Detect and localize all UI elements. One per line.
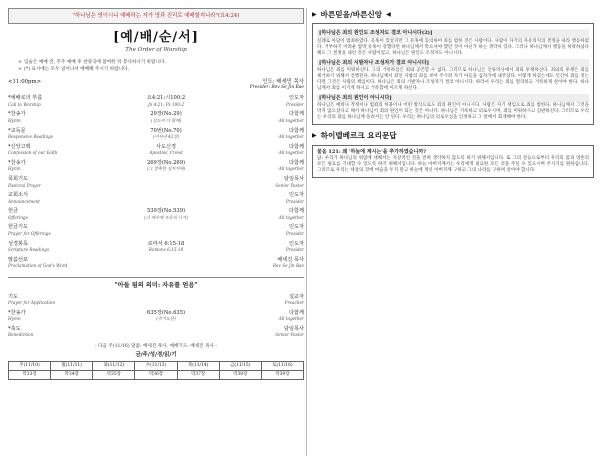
title-box: [8, 30, 304, 54]
order-item-c3: [242, 257, 304, 269]
notes: [8, 60, 304, 72]
order-item-c3-en: All together: [278, 117, 304, 123]
top-quote: "하나님은 영이시니 예배하는 자가 영과 진리로 예배할지니라"(요4:24): [8, 8, 304, 24]
order-item: [8, 176, 304, 188]
order-item: [8, 310, 304, 322]
order-item-c2-ko: 539장(No.539): [146, 208, 186, 215]
order-item-c1-en: Prayer for Offerings: [8, 230, 51, 236]
order-item-c3-en: All together: [278, 166, 304, 172]
order-item-c1: [8, 111, 90, 123]
order-item-c1-ko: *축도: [8, 325, 21, 332]
order-item-c2: [90, 294, 242, 306]
catechism-question: 물음 121: 왜 '하늘에 계시는'을 추가하였습니까?: [317, 148, 427, 155]
order-item-c3-en: All together: [278, 214, 304, 220]
reading-day-cell: 화(11/12): [93, 362, 135, 371]
reading-day-cell: 주(11/10): [9, 362, 51, 371]
order-item: [8, 257, 304, 269]
order-item-c1-ko: 헌금: [8, 208, 19, 215]
order-item-c1-ko: 목회기도: [8, 176, 29, 183]
order-item-c1-en: Hymn: [8, 117, 21, 123]
order-item-c1: [8, 294, 90, 306]
box-heading-1: [하나님은 죄의 원인도 조성자도 결코 아니시다(2)]: [317, 29, 589, 37]
time: <11:00pm>: [8, 78, 42, 85]
order-item-c2: [90, 208, 242, 220]
order-item-c3-en: Presider: [286, 247, 304, 253]
order-item-c2-ko: 요4:21;시100:2: [146, 95, 186, 102]
order-item-c1: [8, 208, 90, 220]
order-item-c2-en: (이사야 42장): [152, 134, 180, 140]
order-item-c2-ko: 29장(No.29): [150, 111, 182, 118]
catechism-answer: 답: 우리가 하나님의 위엄에 대해서는 지상적인 것을 전혀 생각하지 않도록 하기 위해서입니다. 또 그의 전능으로부터 우리의 몸과 영혼의 모든 필요를 기대할 수 있도록 하기 위해서입니다. 하늘 아버지께서는 우리에게 필요한 모든 것을 주실 수 있으시며 주시기를 원하십니다. 그러므로 우리는 세상의 것에 마음을 두지 말고 하늘에 계신 아버지께 구하고 그의 나라를 구하며 살아야 합니다.: [317, 156, 589, 174]
order-item-c1: [8, 257, 90, 269]
order-item-c1: [8, 128, 90, 140]
reading-chapter-cell: 막33장: [9, 371, 51, 380]
order-item-c3-ko: 담임목사: [283, 176, 304, 183]
order-item-c3-en: All together: [278, 150, 304, 156]
reading-chapter-cell: 막35장: [93, 371, 135, 380]
presider-en: Presider: Rev Se Jin Bae: [249, 85, 304, 91]
order-item-c2: [90, 326, 242, 338]
order-item-c1-en: Call to Worship: [8, 101, 41, 107]
order-item-c1: [8, 95, 90, 107]
order-item-c3: [242, 95, 304, 107]
order-item-c3-ko: 다함께: [288, 143, 304, 150]
order-item-c1-en: Confession of our Faith: [8, 150, 58, 156]
order-item-c3: [242, 192, 304, 204]
order-item-c1: [8, 144, 90, 156]
order-item-c2-en: (성도여 다 함께): [150, 117, 182, 123]
order-item-c1-ko: 기도: [8, 293, 19, 300]
order-item-c3-ko: 배세진 목사: [277, 256, 304, 263]
order-item-c3-en: Senior Pastor: [275, 182, 304, 188]
reading-day-cell: 목(11/14): [177, 362, 219, 371]
order-item-c3-ko: 인도자: [288, 95, 304, 102]
reading-day-cell: 월(11/11): [51, 362, 93, 371]
order-item-c3-en: Presider: [286, 198, 304, 204]
order-item: [8, 241, 304, 253]
order-item-c1-en: Pastoral Prayer: [8, 182, 41, 188]
order-item-c3-ko: 인도자: [288, 240, 304, 247]
reading-chapter-cell: 막38장: [219, 371, 261, 380]
note-2: ☞ (*) 표시에는 모두 일어나서 예배해 주시기 바랍니다.: [18, 66, 129, 72]
title-ko: [예/배/순/서]: [113, 30, 199, 45]
order-item-c3: [242, 294, 304, 306]
order-item-c2: [90, 144, 242, 156]
order-item-c2-en: Jn 4:21; Ps 100:2: [147, 101, 185, 107]
order-item-c3-ko: 인도자: [288, 192, 304, 199]
order-item-c1-ko: *찬송가: [8, 309, 26, 316]
order-item-c3: [242, 241, 304, 253]
order-item-c2-ko: 635장(No.635): [146, 309, 186, 316]
order-item-c1: [8, 192, 90, 204]
order-item-c2-ko: 269장(No.269): [146, 159, 186, 166]
order-items-after: [8, 294, 304, 338]
box-paragraph-1: 실례로 아담이 범죄하였다. 유혹이 있었지만 그 유혹에 동의하여 죄를 범한 것은 사람이다. 사람이 자기의 자유의지의 결정을 따라 행동하였다. 거부하기 어려운 압박 유혹이 강했다면 하나님께서 막으셔야 했던 것이 아닌가 하는 생각이 있다. 그러나 하나님께서 행동을 허락하셨다 해도 그 결정을 내린 것은 사람이었고, 하나님은 원인도 조성자도 아니시다.: [317, 38, 589, 56]
box-paragraph-2: 하나님은 죄를 미워하신다. 그의 거룩하심은 죄와 공존할 수 없다. 그러므로 하나님은 인류역사에서 죄와 투쟁하신다. 죄와의 투쟁은 죄를 제거하기 위해서 진행된다. 하나님께서 죄인 사람의 죄를 씻어 주시려 자기 아들을 십자가에 내주셨다. 이렇게 하셨는데도 인간이 죄를 짓는다면 그것은 사람의 책임이다. 하나님은 죄의 시발자나 조성자가 결코 아니시다. 따라서 우리는 죄를 멀리하고 거룩하게 살아야 한다. 하나님께서 죄를 이기게 하시고 거룩함에 이르게 하신다.: [317, 68, 589, 92]
order-item-c2-en: (너 예수께 조용히 나가): [144, 214, 188, 220]
triangle-left-icon: ◀: [386, 10, 391, 18]
order-item-c1-ko: *교독문: [8, 127, 26, 134]
presider-ko: 인도: 배세민 목사: [262, 78, 304, 85]
order-item-c3-ko: 설교자: [288, 293, 304, 300]
order-item-c3-ko: 인도자: [288, 224, 304, 231]
reading-chapter-cell: 막37장: [177, 371, 219, 380]
order-item-c3: [242, 208, 304, 220]
column-divider: [306, 8, 307, 456]
order-item-c1-ko: 교회소식: [8, 192, 29, 199]
order-item-c1-en: Proclamation of God's Word: [8, 263, 68, 269]
reading-table: [8, 361, 304, 380]
order-item-c3: [242, 111, 304, 123]
order-item-c3-ko: 다함께: [288, 159, 304, 166]
order-item-c3: [242, 310, 304, 322]
order-item-c2: [90, 192, 242, 204]
order-item-c3-ko: 다함께: [288, 127, 304, 134]
title-en: The Order of Worship: [125, 47, 187, 54]
section-title-1: 바른믿음/바른신앙: [320, 10, 383, 19]
order-item-c2-en: (주기도문): [156, 316, 176, 322]
order-item-c3: [242, 224, 304, 236]
box-paragraph-3: 하나님은 예비나 작정이나 범죄의 허용이나 어떤 방식으로도 죄의 원인이 아니시다. 사람은 자기 책임으로 죄를 범한다. 하나님께서 그것을 막지 않으셨다고 해서 하나님이 죄의 원인이 되는 것은 아니다. 하나님은 거룩하고 의로우시며, 죄를 미워하시고 심판하신다. 그러므로 우리는 우리의 죄를 하나님께 돌려서는 안 된다. 우리는 하나님의 의로우심을 인정하고 그 앞에서 회개해야 한다.: [317, 103, 589, 121]
order-items: [8, 95, 304, 268]
reading-day-cell: 수(11/13): [135, 362, 177, 371]
box-heading-3: [하나님은 죄의 원인이 아니시다]: [317, 94, 589, 102]
order-item-c3-ko: 다함께: [288, 208, 304, 215]
presider: [250, 79, 304, 91]
order-item-c3: [242, 160, 304, 172]
order-item-c2: [90, 257, 242, 269]
box-heading-2: [하나님은 죄의 시발자나 조성자가 결코 아니시다]: [317, 59, 589, 67]
order-item-c1: [8, 160, 90, 172]
order-item: [8, 224, 304, 236]
order-item-c3-en: Rev Se Jin Bae: [272, 263, 304, 269]
triangle-right-icon: ▶: [312, 10, 317, 18]
reading-chapter-cell: 막34장: [51, 371, 93, 380]
reading-title: 금/주/성/경/읽/기: [135, 352, 177, 359]
sermon-title: "아들 됨의 의미: 자유를 얻음": [8, 277, 304, 290]
triangle-right-icon: ▶: [312, 132, 317, 140]
order-item-c2-ko: 사도신경: [155, 143, 177, 150]
order-item-c1-en: Scripture Readings: [8, 247, 50, 253]
order-item-c3-ko: 담임목사: [283, 325, 304, 332]
order-item-c1-ko: 헌금기도: [8, 224, 29, 231]
reading-chapters-row: [9, 371, 304, 380]
order-item: [8, 144, 304, 156]
order-item-c3-en: Senior Pastor: [275, 332, 304, 338]
order-item: [8, 160, 304, 172]
order-item-c1: [8, 310, 90, 322]
next-week-note: - 다음 주(11/16) 말씀: 배세진 목사, 예배기도: 배세진 목사 -: [95, 343, 217, 349]
reading-day-cell: 금(11/15): [219, 362, 261, 371]
catechism-box: [312, 145, 594, 178]
note-1: ☞ 입술은 예배 전, 주주 예배 후 찬양곡에 참여한 뒤 봉사하시기 바랍니다.: [18, 60, 166, 66]
order-item-c3-en: Presider: [286, 101, 304, 107]
order-item-c1: [8, 326, 90, 338]
order-item: [8, 208, 304, 220]
order-item-c2: [90, 310, 242, 322]
order-item-c1: [8, 224, 90, 236]
reading-days-row: [9, 362, 304, 371]
order-item-c2-en: Romans 6:15-18: [148, 247, 184, 253]
articles-column: [312, 8, 594, 456]
order-item-c2: [90, 176, 242, 188]
order-item-c3-en: All together: [278, 134, 304, 140]
order-item-c2: [90, 95, 242, 107]
order-item-c2: [90, 160, 242, 172]
order-item-c1-en: Responsive Readings: [8, 134, 54, 140]
order-item-c1-en: Hymn: [8, 316, 21, 322]
reading-chapter-cell: 막39장: [261, 371, 303, 380]
order-item-c1-ko: *예배로의 부름: [8, 95, 43, 102]
order-item-c3-en: Preacher: [284, 300, 304, 306]
time-row: [8, 79, 304, 91]
order-item-c1-en: Hymn: [8, 166, 21, 172]
order-item-c3: [242, 128, 304, 140]
order-item-c3: [242, 326, 304, 338]
order-item-c1: [8, 176, 90, 188]
order-item-c1-en: Announcement: [8, 198, 40, 204]
order-item: [8, 294, 304, 306]
reading-chapter-cell: 막36장: [135, 371, 177, 380]
order-item: [8, 192, 304, 204]
order-item-c1-en: Prayer for Application: [8, 300, 56, 306]
order-item-c2: [90, 224, 242, 236]
order-item-c1-ko: 말씀선포: [8, 256, 29, 263]
order-item-c1-ko: *찬송가: [8, 111, 26, 118]
order-item-c1-ko: *찬송가: [8, 159, 26, 166]
order-item-c3: [242, 144, 304, 156]
order-item-c2: [90, 111, 242, 123]
order-item-c1-en: Benediction: [8, 332, 34, 338]
order-item-c3-en: Presider: [286, 230, 304, 236]
reading-day-cell: 토(11/16): [261, 362, 303, 371]
order-item-c1-en: Offerings: [8, 214, 28, 220]
section-title-2: 하이델베르크 요리문답: [320, 131, 397, 141]
order-item-c1-ko: *신앙고백: [8, 143, 31, 150]
order-item-c3-en: All together: [278, 316, 304, 322]
order-item: [8, 95, 304, 107]
order-item: [8, 111, 304, 123]
order-item-c2-ko: 70번(No.70): [150, 127, 182, 134]
order-item-c3: [242, 176, 304, 188]
order-item-c1: [8, 241, 90, 253]
doctrine-box: [312, 23, 594, 125]
order-item: [8, 326, 304, 338]
order-item-c2: [90, 128, 242, 140]
section-heading-1: [312, 10, 594, 19]
order-item: [8, 128, 304, 140]
order-item-c3-ko: 다함께: [288, 309, 304, 316]
order-item-c3-ko: 다함께: [288, 111, 304, 118]
order-item-c2: [90, 241, 242, 253]
order-item-c2-ko: 로마서 6:15-18: [147, 240, 185, 247]
section-heading-2: [312, 131, 594, 140]
worship-order-column: [8, 8, 304, 456]
order-item-c2-en: Apostles' Creed: [149, 150, 183, 156]
order-item-c2-en: (그 참혹한 십자가에): [146, 166, 186, 172]
order-item-c1-ko: 성경봉독: [8, 240, 29, 247]
